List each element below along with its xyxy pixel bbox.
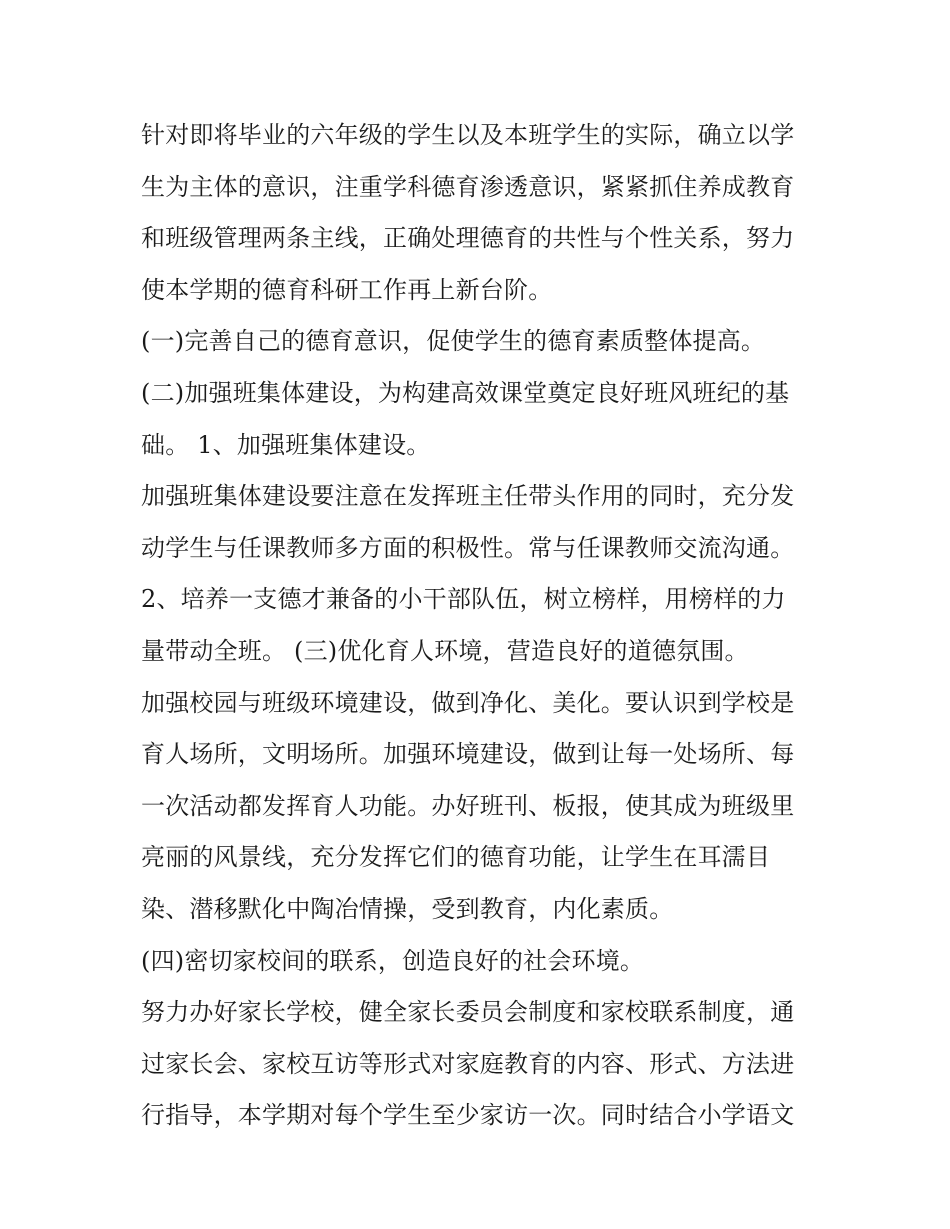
text-line: 努力办好家长学校，健全家长委员会制度和家校联系制度，通 [141,998,795,1027]
section-heading-4: (四)密切家校间的联系，创造良好的社会环境。 [141,946,645,975]
text-line: 育人场所，文明场所。加强环境建设，做到让每一处场所、每 [141,740,795,769]
text-line: 加强校园与班级环境建设，做到净化、美化。要认识到学校是 [141,688,795,717]
text-line: 使本学期的德育科研工作再上新台阶。 [141,275,553,304]
text-line: 生为主体的意识，注重学科德育渗透意识，紧紧抓住养成教育 [141,172,795,201]
text-line: 和班级管理两条主线，正确处理德育的共性与个性关系，努力 [141,224,795,253]
document-body [141,110,821,1142]
section-heading-1: (一)完善自己的德育意识，促使学生的德育素质整体提高。 [141,327,766,356]
text-line: 针对即将毕业的六年级的学生以及本班学生的实际，确立以学 [141,121,795,149]
text-line: 一次活动都发挥育人功能。办好班刊、板报，使其成为班级里 [141,791,795,820]
section-heading-2: (二)加强班集体建设，为构建高效课堂奠定良好班风班纪的基 [141,378,790,407]
text-line: 亮丽的风景线，充分发挥它们的德育功能，让学生在耳濡目 [141,843,771,872]
text-line: 过家长会、家校互访等形式对家庭教育的内容、形式、方法进 [141,1049,795,1078]
text-line: 2、培养一支德才兼备的小干部队伍，树立榜样，用榜样的力 [141,585,786,614]
text-line: 染、潜移默化中陶冶情操，受到教育，内化素质。 [141,894,674,923]
text-line: 量带动全班。 (三)优化育人环境，营造良好的道德氛围。 [141,636,749,665]
text-line: 加强班集体建设要注意在发挥班主任带头作用的同时，充分发 [141,482,795,511]
text-line: 动学生与任课教师多方面的积极性。常与任课教师交流沟通。 [141,533,795,562]
text-line: 础。 1、加强班集体建设。 [141,430,431,459]
text-line: 行指导，本学期对每个学生至少家访一次。同时结合小学语文 [141,1101,795,1130]
